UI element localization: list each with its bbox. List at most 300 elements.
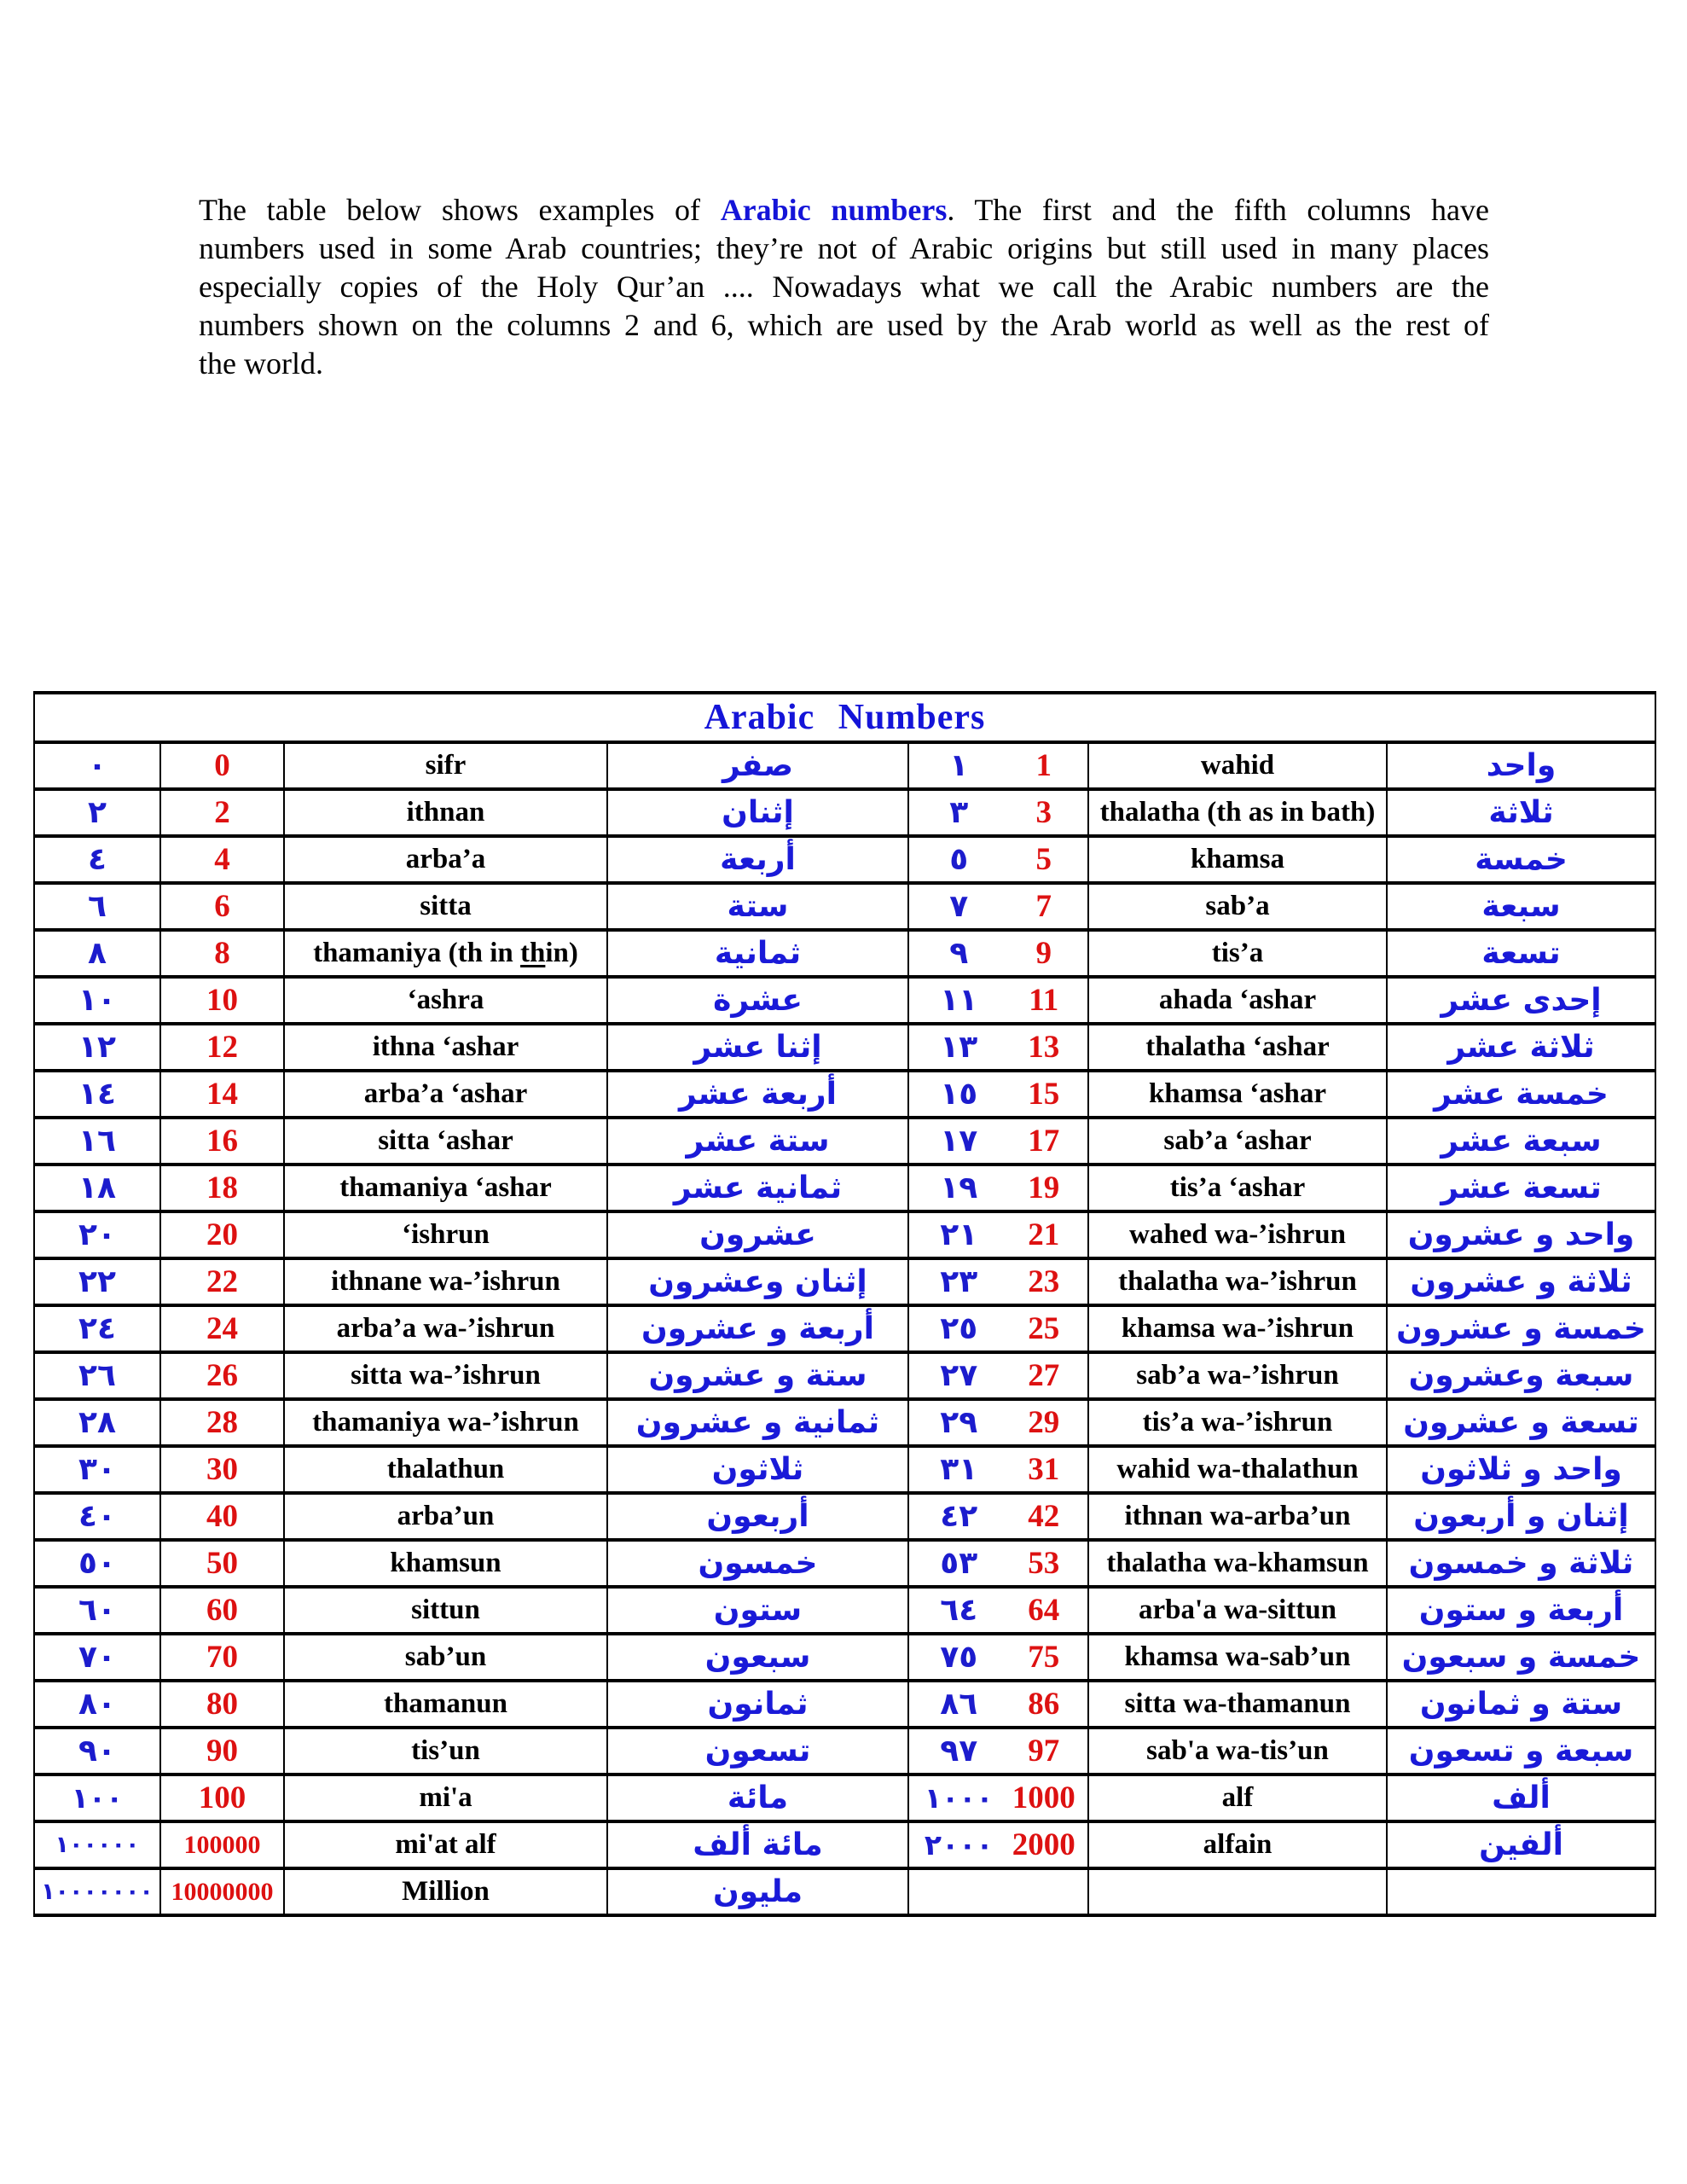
western-numeral: 1 xyxy=(1035,748,1052,783)
cell-transliteration: sab’a ‘ashar xyxy=(1088,1118,1387,1165)
eastern-arabic-numeral: ٢٠ xyxy=(78,1217,116,1252)
numeral-pair xyxy=(913,1076,1083,1112)
western-numeral xyxy=(1004,1123,1083,1159)
western-numeral: 97 xyxy=(1028,1734,1060,1769)
cell-arabic-word: إثنان xyxy=(607,789,908,836)
cell-arabic-word: ألف xyxy=(1387,1774,1655,1821)
cell-western-numeral xyxy=(160,1024,284,1071)
table-row xyxy=(34,1587,1655,1634)
eastern-arabic-numeral xyxy=(913,1781,1004,1815)
cell-western-numeral xyxy=(160,1118,284,1165)
cell-transliteration: thalatha ‘ashar xyxy=(1088,1024,1387,1071)
cell-numeral-pair xyxy=(908,1587,1088,1634)
eastern-arabic-numeral: ٢٤ xyxy=(78,1311,116,1346)
eastern-arabic-numeral: ٢٨ xyxy=(78,1405,116,1440)
cell-arabic-word: واحد xyxy=(1387,742,1655,789)
cell-transliteration: arba’a wa-’ishrun xyxy=(284,1305,607,1352)
western-numeral: 50 xyxy=(206,1546,238,1581)
eastern-arabic-numeral: ٢٣ xyxy=(940,1264,978,1299)
eastern-arabic-numeral: ٦٠ xyxy=(78,1593,116,1628)
cell-transliteration: tis’a xyxy=(1088,930,1387,977)
cell-western-numeral xyxy=(160,1774,284,1821)
cell-numeral-pair xyxy=(908,1024,1088,1071)
cell-arabic-word: عشرون xyxy=(607,1211,908,1258)
cell-arabic-word: ستة عشر xyxy=(607,1118,908,1165)
eastern-arabic-numeral xyxy=(913,1452,1004,1487)
cell-eastern-numeral xyxy=(34,1493,160,1540)
eastern-arabic-numeral: ١٠ xyxy=(78,983,116,1018)
cell-transliteration: wahed wa-’ishrun xyxy=(1088,1211,1387,1258)
cell-western-numeral xyxy=(160,1305,284,1352)
eastern-arabic-numeral: ٧ xyxy=(949,889,969,924)
eastern-arabic-numeral xyxy=(913,1030,1004,1065)
western-numeral: 24 xyxy=(206,1311,238,1346)
eastern-arabic-numeral: ٢٠٠٠ xyxy=(924,1828,994,1862)
cell-numeral-pair xyxy=(908,1305,1088,1352)
cell-arabic-word: ثمانون xyxy=(607,1681,908,1728)
eastern-arabic-numeral: ٢٧ xyxy=(940,1358,978,1393)
cell-transliteration: alfain xyxy=(1088,1821,1387,1868)
cell-numeral-pair xyxy=(908,1352,1088,1399)
paragraph-line xyxy=(199,191,1489,229)
cell-arabic-word: خمسة xyxy=(1387,836,1655,883)
western-numeral: 20 xyxy=(206,1217,238,1252)
cell-numeral-pair xyxy=(908,883,1088,930)
paragraph-line xyxy=(199,306,1489,345)
eastern-arabic-numeral: ١٠٠٠٠٠٠٠ xyxy=(41,1879,154,1905)
numeral-pair xyxy=(913,1780,1083,1816)
cell-transliteration: wahid xyxy=(1088,742,1387,789)
cell-eastern-numeral xyxy=(34,742,160,789)
eastern-arabic-numeral: ٢١ xyxy=(940,1217,978,1252)
cell-transliteration: sifr xyxy=(284,742,607,789)
western-numeral: 53 xyxy=(1028,1546,1060,1581)
cell-numeral-pair xyxy=(908,1821,1088,1868)
numeral-pair xyxy=(913,1827,1083,1863)
western-numeral: 28 xyxy=(206,1405,238,1440)
western-numeral xyxy=(1004,935,1083,972)
cell-arabic-word: إثنان وعشرون xyxy=(607,1258,908,1305)
cell-eastern-numeral xyxy=(34,1634,160,1681)
eastern-arabic-numeral: ١٤ xyxy=(78,1077,116,1112)
cell-arabic-word: ستة xyxy=(607,883,908,930)
cell-arabic-word: إحدى عشر xyxy=(1387,977,1655,1024)
table-row xyxy=(34,1446,1655,1493)
cell-eastern-numeral xyxy=(34,1305,160,1352)
cell-transliteration: thalathun xyxy=(284,1446,607,1493)
cell-transliteration: ‘ashra xyxy=(284,977,607,1024)
cell-arabic-word: خمسة و عشرون xyxy=(1387,1305,1655,1352)
western-numeral xyxy=(1004,1310,1083,1347)
table-row xyxy=(34,1634,1655,1681)
cell-numeral-pair xyxy=(908,742,1088,789)
cell-transliteration: tis’un xyxy=(284,1728,607,1774)
numeral-pair xyxy=(913,1123,1083,1159)
eastern-arabic-numeral: ٦ xyxy=(88,889,107,924)
western-numeral xyxy=(1004,1592,1083,1629)
eastern-arabic-numeral: ١٣ xyxy=(940,1030,978,1065)
numeral-pair xyxy=(913,1733,1083,1769)
cell-numeral-pair xyxy=(908,1211,1088,1258)
paragraph-text: The table below shows examples of xyxy=(199,193,721,227)
cell-eastern-numeral xyxy=(34,977,160,1024)
eastern-arabic-numeral: ٣١ xyxy=(940,1452,978,1487)
paragraph-text: numbers used in some Arab countries; they’re not of Arabic origins but still used in many places xyxy=(199,231,1489,265)
cell-eastern-numeral xyxy=(34,1868,160,1915)
cell-transliteration: tis’a wa-’ishrun xyxy=(1088,1399,1387,1446)
table-row xyxy=(34,1352,1655,1399)
eastern-arabic-numeral: ١٧ xyxy=(940,1124,978,1159)
eastern-arabic-numeral xyxy=(913,1311,1004,1346)
eastern-arabic-numeral: ١٠٠ xyxy=(71,1781,124,1815)
eastern-arabic-numeral: ٤٢ xyxy=(940,1499,978,1534)
paragraph-text: numbers shown on the columns 2 and 6, which are used by the Arab world as well as the rest of xyxy=(199,308,1489,342)
cell-transliteration: thamaniya ‘ashar xyxy=(284,1165,607,1211)
cell-eastern-numeral xyxy=(34,1352,160,1399)
cell-transliteration: sitta xyxy=(284,883,607,930)
eastern-arabic-numeral: ١٩ xyxy=(940,1170,978,1205)
cell-transliteration: khamsa wa-sab’un xyxy=(1088,1634,1387,1681)
cell-eastern-numeral xyxy=(34,1446,160,1493)
western-numeral xyxy=(1004,1451,1083,1488)
table-row xyxy=(34,1305,1655,1352)
western-numeral: 17 xyxy=(1028,1124,1060,1159)
cell-arabic-word: سبعة عشر xyxy=(1387,1118,1655,1165)
eastern-arabic-numeral: ٥ xyxy=(949,842,969,877)
western-numeral xyxy=(1004,888,1083,925)
cell-arabic-word: إثنا عشر xyxy=(607,1024,908,1071)
eastern-arabic-numeral: ١٥ xyxy=(940,1077,978,1112)
eastern-arabic-numeral: ٣٠ xyxy=(78,1452,116,1487)
cell-numeral-pair xyxy=(908,1071,1088,1118)
cell-numeral-pair xyxy=(908,977,1088,1024)
cell-eastern-numeral xyxy=(34,1024,160,1071)
cell-transliteration: ahada ‘ashar xyxy=(1088,977,1387,1024)
table-row xyxy=(34,1774,1655,1821)
western-numeral: 27 xyxy=(1028,1358,1060,1393)
cell-arabic-word: سبعة و تسعون xyxy=(1387,1728,1655,1774)
western-numeral: 3 xyxy=(1035,795,1052,830)
table-title-row xyxy=(34,693,1655,742)
eastern-arabic-numeral xyxy=(913,1593,1004,1628)
numeral-pair xyxy=(913,888,1083,925)
cell-arabic-word: إثنان و أربعون xyxy=(1387,1493,1655,1540)
cell-numeral-pair xyxy=(908,930,1088,977)
western-numeral: 16 xyxy=(206,1124,238,1159)
cell-eastern-numeral xyxy=(34,883,160,930)
transliteration-fragment: in) xyxy=(545,937,578,968)
western-numeral xyxy=(1004,1076,1083,1112)
eastern-arabic-numeral xyxy=(913,1687,1004,1722)
cell-transliteration: ithnan xyxy=(284,789,607,836)
cell-western-numeral xyxy=(160,1446,284,1493)
western-numeral: 14 xyxy=(206,1077,238,1112)
cell-western-numeral xyxy=(160,1634,284,1681)
cell-western-numeral xyxy=(160,1728,284,1774)
western-numeral xyxy=(1004,1827,1083,1863)
western-numeral: 11 xyxy=(1029,983,1059,1018)
eastern-arabic-numeral: ٢٦ xyxy=(78,1358,116,1393)
western-numeral: 2000 xyxy=(1012,1827,1075,1862)
eastern-arabic-numeral xyxy=(913,983,1004,1018)
cell-numeral-pair xyxy=(908,1399,1088,1446)
cell-numeral-pair xyxy=(908,1118,1088,1165)
western-numeral: 7 xyxy=(1035,889,1052,924)
cell-transliteration: sab’a wa-’ishrun xyxy=(1088,1352,1387,1399)
table-row xyxy=(34,883,1655,930)
paragraph-text: . The first and the fifth columns have xyxy=(947,193,1489,227)
table-row xyxy=(34,1399,1655,1446)
eastern-arabic-numeral xyxy=(913,936,1004,971)
cell-transliteration: khamsa wa-’ishrun xyxy=(1088,1305,1387,1352)
table-row xyxy=(34,1493,1655,1540)
table-row xyxy=(34,1118,1655,1165)
numeral-pair xyxy=(913,794,1083,831)
western-numeral: 18 xyxy=(206,1170,238,1205)
eastern-arabic-numeral: ٠ xyxy=(88,748,107,783)
cell-arabic-word: خمسة و سبعون xyxy=(1387,1634,1655,1681)
table-row xyxy=(34,1211,1655,1258)
eastern-arabic-numeral: ٩٧ xyxy=(940,1734,978,1769)
table-row xyxy=(34,1728,1655,1774)
cell-transliteration xyxy=(284,930,607,977)
cell-eastern-numeral xyxy=(34,930,160,977)
cell-western-numeral xyxy=(160,883,284,930)
cell-transliteration: khamsa ‘ashar xyxy=(1088,1071,1387,1118)
eastern-arabic-numeral: ١ xyxy=(949,748,969,783)
cell-arabic-word: صفر xyxy=(607,742,908,789)
eastern-arabic-numeral: ١١ xyxy=(940,983,978,1018)
cell-western-numeral xyxy=(160,1165,284,1211)
western-numeral xyxy=(1004,794,1083,831)
cell-western-numeral xyxy=(160,930,284,977)
cell-transliteration: sittun xyxy=(284,1587,607,1634)
eastern-arabic-numeral: ٥٠ xyxy=(78,1546,116,1581)
eastern-arabic-numeral: ١٦ xyxy=(78,1124,116,1159)
cell-western-numeral xyxy=(160,1540,284,1587)
cell-transliteration: mi'a xyxy=(284,1774,607,1821)
cell-transliteration: sitta wa-’ishrun xyxy=(284,1352,607,1399)
eastern-arabic-numeral xyxy=(913,842,1004,877)
table-row xyxy=(34,742,1655,789)
western-numeral xyxy=(1004,1404,1083,1441)
eastern-arabic-numeral xyxy=(913,889,1004,924)
cell-transliteration: arba’a ‘ashar xyxy=(284,1071,607,1118)
cell-numeral-pair xyxy=(908,1258,1088,1305)
numeral-pair xyxy=(913,747,1083,784)
cell-transliteration: sab'a wa-tis’un xyxy=(1088,1728,1387,1774)
cell-transliteration: Million xyxy=(284,1868,607,1915)
cell-western-numeral xyxy=(160,1868,284,1915)
eastern-arabic-numeral: ٢٩ xyxy=(940,1405,978,1440)
paragraph-line xyxy=(199,345,1489,383)
eastern-arabic-numeral xyxy=(913,795,1004,830)
cell-western-numeral xyxy=(160,1587,284,1634)
western-numeral: 29 xyxy=(1028,1405,1060,1440)
cell-arabic-word: أربعة و عشرون xyxy=(607,1305,908,1352)
eastern-arabic-numeral xyxy=(913,1734,1004,1769)
cell-transliteration: alf xyxy=(1088,1774,1387,1821)
western-numeral: 12 xyxy=(206,1030,238,1065)
eastern-arabic-numeral: ٩٠ xyxy=(78,1734,116,1769)
eastern-arabic-numeral: ٧٠ xyxy=(78,1640,116,1675)
eastern-arabic-numeral: ٢٥ xyxy=(940,1311,978,1346)
western-numeral: 70 xyxy=(206,1640,238,1675)
western-numeral xyxy=(1004,1498,1083,1535)
cell-transliteration: sitta wa-thamanun xyxy=(1088,1681,1387,1728)
cell-arabic-word: ستون xyxy=(607,1587,908,1634)
western-numeral: 90 xyxy=(206,1734,238,1769)
numeral-pair xyxy=(913,1451,1083,1488)
table-title: Arabic Numbers xyxy=(34,693,1655,742)
cell-transliteration: ithna ‘ashar xyxy=(284,1024,607,1071)
western-numeral: 22 xyxy=(206,1264,238,1299)
cell-eastern-numeral xyxy=(34,1728,160,1774)
cell-eastern-numeral xyxy=(34,1118,160,1165)
cell-arabic-word: خمسة عشر xyxy=(1387,1071,1655,1118)
table-row xyxy=(34,789,1655,836)
western-numeral: 60 xyxy=(206,1593,238,1628)
eastern-arabic-numeral: ٤٠ xyxy=(78,1499,116,1534)
cell-transliteration: thalatha wa-khamsun xyxy=(1088,1540,1387,1587)
cell-arabic-word: ثلاثة عشر xyxy=(1387,1024,1655,1071)
eastern-arabic-numeral: ١٨ xyxy=(78,1170,116,1205)
western-numeral xyxy=(1004,841,1083,878)
cell-eastern-numeral xyxy=(34,1774,160,1821)
eastern-arabic-numeral xyxy=(913,1546,1004,1581)
western-numeral xyxy=(1004,982,1083,1019)
western-numeral: 9 xyxy=(1035,936,1052,971)
cell-transliteration: thamaniya wa-’ishrun xyxy=(284,1399,607,1446)
western-numeral xyxy=(1004,1170,1083,1206)
paragraph-text: especially copies of the Holy Qur’an .... Nowadays what we call the Arabic numbers are the xyxy=(199,270,1489,304)
western-numeral: 5 xyxy=(1035,842,1052,877)
table-row xyxy=(34,1821,1655,1868)
western-numeral xyxy=(1004,1263,1083,1300)
eastern-arabic-numeral xyxy=(913,1077,1004,1112)
cell-transliteration: ithnane wa-’ishrun xyxy=(284,1258,607,1305)
western-numeral: 10 xyxy=(206,983,238,1018)
western-numeral: 6 xyxy=(214,889,230,924)
western-numeral: 25 xyxy=(1028,1311,1060,1346)
cell-arabic-word: سبعون xyxy=(607,1634,908,1681)
cell-transliteration: wahid wa-thalathun xyxy=(1088,1446,1387,1493)
cell-western-numeral xyxy=(160,789,284,836)
transliteration-fragment: thamaniya (th in xyxy=(313,937,521,968)
cell-western-numeral xyxy=(160,1681,284,1728)
table-row xyxy=(34,836,1655,883)
cell-arabic-word: تسعة و عشرون xyxy=(1387,1399,1655,1446)
cell-arabic-word: ثمانية xyxy=(607,930,908,977)
numeral-pair xyxy=(913,1639,1083,1676)
western-numeral xyxy=(1004,1639,1083,1676)
table-row xyxy=(34,977,1655,1024)
western-numeral: 86 xyxy=(1028,1687,1060,1722)
cell-arabic-word: تسعة xyxy=(1387,930,1655,977)
eastern-arabic-numeral xyxy=(913,1217,1004,1252)
cell-western-numeral xyxy=(160,1493,284,1540)
eastern-arabic-numeral xyxy=(913,1499,1004,1534)
numeral-pair xyxy=(913,1498,1083,1535)
western-numeral xyxy=(1004,1545,1083,1582)
eastern-arabic-numeral xyxy=(913,1405,1004,1440)
western-numeral: 26 xyxy=(206,1358,238,1393)
cell-transliteration: thalatha wa-’ishrun xyxy=(1088,1258,1387,1305)
eastern-arabic-numeral: ٤ xyxy=(88,842,107,877)
eastern-arabic-numeral xyxy=(913,748,1004,783)
cell-arabic-word: ستة و عشرون xyxy=(607,1352,908,1399)
cell-transliteration: khamsun xyxy=(284,1540,607,1587)
numeral-pair xyxy=(913,1029,1083,1066)
cell-transliteration: arba'a wa-sittun xyxy=(1088,1587,1387,1634)
numeral-pair xyxy=(913,1545,1083,1582)
western-numeral xyxy=(1004,747,1083,784)
cell-arabic-word: مائة ألف xyxy=(607,1821,908,1868)
cell-transliteration: arba’a xyxy=(284,836,607,883)
numeral-pair xyxy=(913,1310,1083,1347)
western-numeral: 100 xyxy=(198,1780,246,1815)
cell-eastern-numeral xyxy=(34,1165,160,1211)
eastern-arabic-numeral: ٦٤ xyxy=(940,1593,978,1628)
cell-eastern-numeral xyxy=(34,1071,160,1118)
paragraph-line xyxy=(199,229,1489,268)
numeral-pair xyxy=(913,1217,1083,1253)
numeral-pair xyxy=(913,1686,1083,1722)
numeral-pair xyxy=(913,1404,1083,1441)
cell-western-numeral xyxy=(160,1258,284,1305)
eastern-arabic-numeral xyxy=(913,1640,1004,1675)
paragraph-text: the world. xyxy=(199,346,323,380)
cell-western-numeral xyxy=(160,1211,284,1258)
eastern-arabic-numeral: ٨٠ xyxy=(78,1687,116,1722)
cell-numeral-pair xyxy=(908,789,1088,836)
eastern-arabic-numeral: ٩ xyxy=(949,936,969,971)
cell-arabic-word: سبعة xyxy=(1387,883,1655,930)
western-numeral: 40 xyxy=(206,1499,238,1534)
eastern-arabic-numeral: ٢ xyxy=(88,795,107,830)
eastern-arabic-numeral xyxy=(913,1828,1004,1862)
paragraph-line xyxy=(199,268,1489,306)
western-numeral: 4 xyxy=(214,842,230,877)
western-numeral: 2 xyxy=(214,795,230,830)
cell-arabic-word: واحد و عشرون xyxy=(1387,1211,1655,1258)
cell-transliteration: khamsa xyxy=(1088,836,1387,883)
cell-transliteration: tis’a ‘ashar xyxy=(1088,1165,1387,1211)
cell-arabic-word: ثلاثة و خمسون xyxy=(1387,1540,1655,1587)
numeral-pair xyxy=(913,1170,1083,1206)
table-row xyxy=(34,1868,1655,1915)
western-numeral: 21 xyxy=(1028,1217,1060,1252)
cell-arabic-word: سبعة وعشرون xyxy=(1387,1352,1655,1399)
western-numeral: 75 xyxy=(1028,1640,1060,1675)
cell-numeral-pair xyxy=(908,1634,1088,1681)
cell-transliteration: arba’un xyxy=(284,1493,607,1540)
western-numeral: 0 xyxy=(214,748,230,783)
western-numeral: 100000 xyxy=(183,1830,261,1859)
numeral-pair xyxy=(913,841,1083,878)
eastern-arabic-numeral: ١٠٠٠٠٠ xyxy=(55,1832,140,1858)
cell-numeral-pair xyxy=(908,1681,1088,1728)
cell-arabic-word xyxy=(1387,1868,1655,1915)
cell-transliteration xyxy=(1088,1868,1387,1915)
western-numeral: 30 xyxy=(206,1452,238,1487)
eastern-arabic-numeral: ٢٢ xyxy=(78,1264,116,1299)
cell-arabic-word: ثلاثة و عشرون xyxy=(1387,1258,1655,1305)
cell-eastern-numeral xyxy=(34,789,160,836)
eastern-arabic-numeral: ٨٦ xyxy=(940,1687,978,1722)
transliteration-fragment: th xyxy=(520,937,546,968)
cell-eastern-numeral xyxy=(34,1821,160,1868)
